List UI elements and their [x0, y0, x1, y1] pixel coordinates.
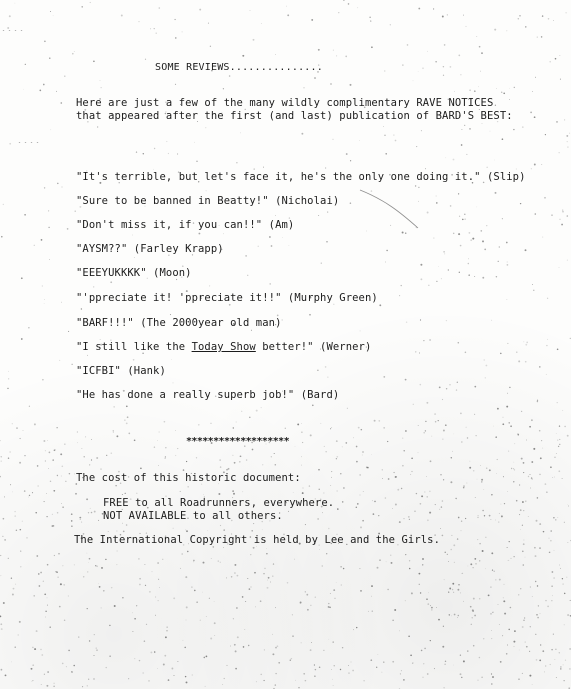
margin-mark-left: - - - -	[18, 140, 40, 146]
pricing-line-2: NOT AVAILABLE to all others.	[103, 510, 283, 522]
copyright-notice: The International Copyright is held by Lee and the Girls.	[74, 534, 441, 546]
intro-line-2: that appeared after the first (and last) publication of BARD'S BEST:	[76, 110, 513, 122]
review-underlined-title: Today Show	[191, 341, 256, 353]
review-item: "AYSM??" (Farley Krapp)	[76, 243, 224, 255]
review-item: "Sure to be banned in Beatty!" (Nicholai)	[76, 195, 340, 207]
section-divider: *******************	[186, 436, 289, 447]
pricing-line-1: FREE to all Roadrunners, everywhere.	[103, 497, 335, 509]
review-item: "He has done a really superb job!" (Bard)	[76, 389, 340, 401]
review-text-after: better!" (Werner)	[255, 341, 372, 353]
intro-line-1: Here are just a few of the many wildly complimentary RAVE NOTICES	[76, 97, 494, 109]
page-title: SOME REVIEWS...............	[155, 62, 323, 73]
cost-heading: The cost of this historic document:	[76, 472, 301, 484]
review-item: "Don't miss it, if you can!!" (Am)	[76, 219, 295, 231]
review-item	[76, 341, 371, 353]
review-text-before: "I still like the	[76, 341, 192, 353]
review-item: "EEEYUKKKK" (Moon)	[76, 267, 192, 279]
review-item: "It's terrible, but let's face it, he's the only one doing it." (Slip)	[76, 171, 526, 183]
review-item: "'ppreciate it! 'ppreciate it!!" (Murphy Green)	[76, 292, 378, 304]
review-item: "ICFBI" (Hank)	[76, 365, 166, 377]
review-item: "BARF!!!" (The 2000year old man)	[76, 317, 282, 329]
margin-mark-top: - - - -	[2, 28, 24, 34]
